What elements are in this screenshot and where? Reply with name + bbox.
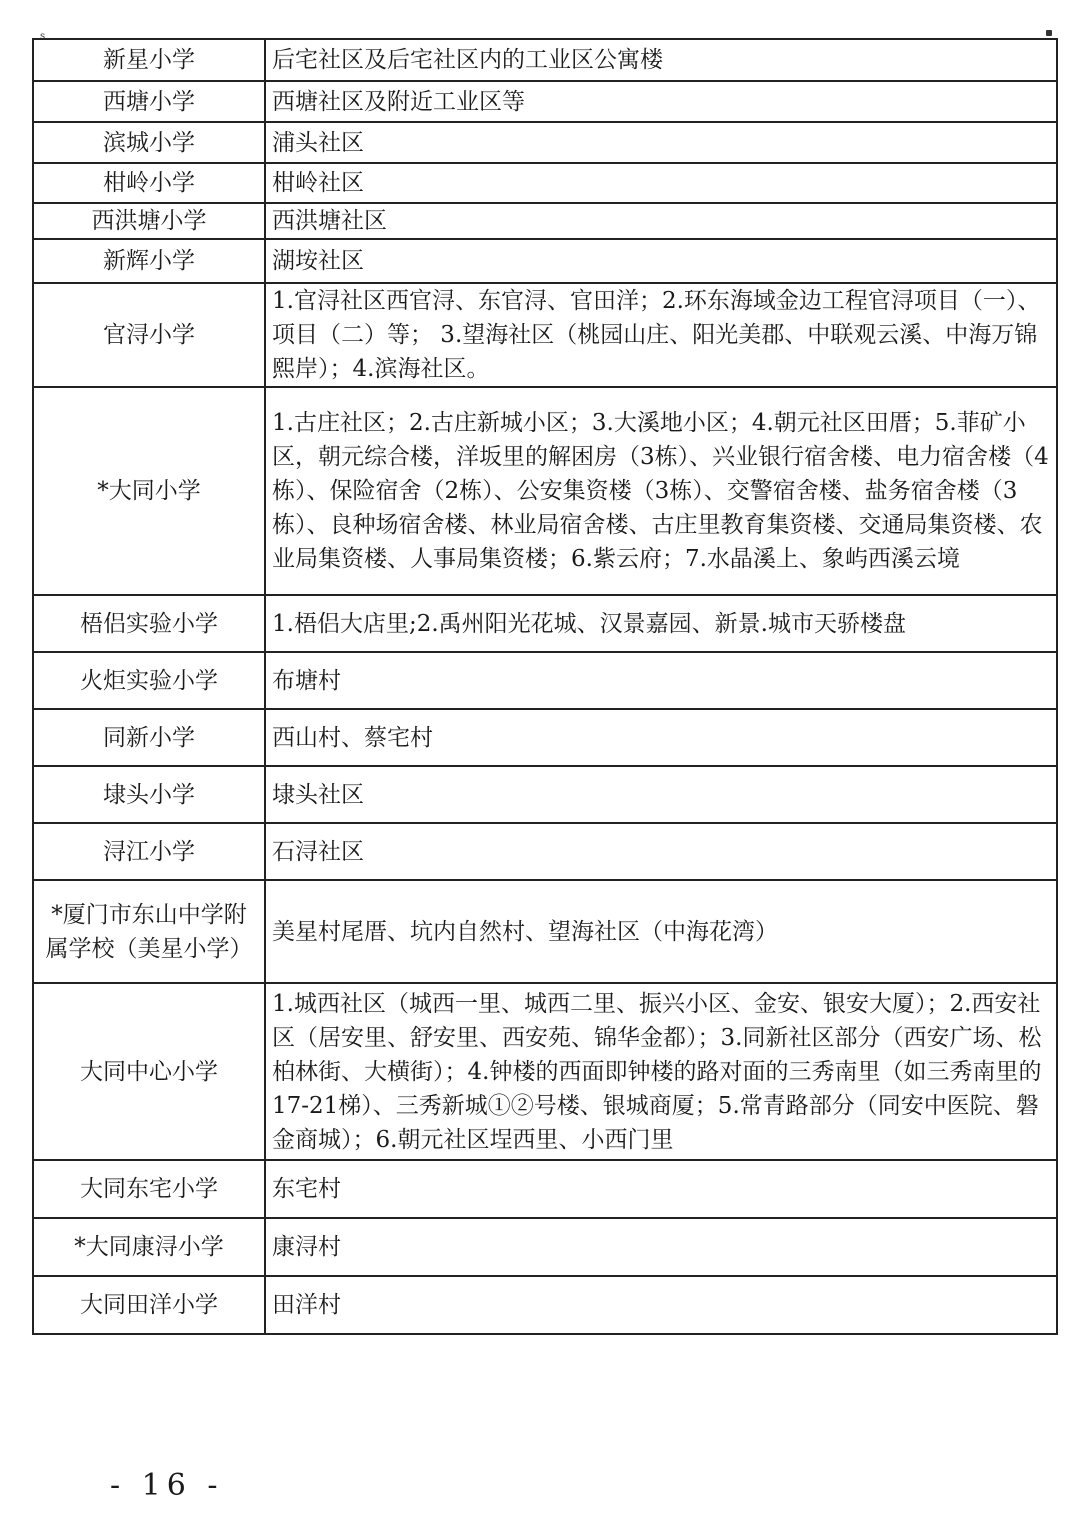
enrollment-area-cell: 埭头社区 xyxy=(265,766,1057,823)
table-row xyxy=(33,39,1057,81)
page-number: - 16 - xyxy=(110,1468,224,1503)
enrollment-area-cell: 石浔社区 xyxy=(265,823,1057,880)
school-name-cell: 新星小学 xyxy=(33,39,265,81)
enrollment-area-cell: 1.梧侣大店里;2.禹州阳光花城、汉景嘉园、新景.城市天骄楼盘 xyxy=(265,595,1057,652)
table-row xyxy=(33,595,1057,652)
enrollment-area-cell: 西洪塘社区 xyxy=(265,203,1057,239)
enrollment-area-cell: 布塘村 xyxy=(265,652,1057,709)
school-name-cell: 梧侣实验小学 xyxy=(33,595,265,652)
table-row xyxy=(33,652,1057,709)
enrollment-area-cell: 1.城西社区（城西一里、城西二里、振兴小区、金安、银安大厦）；2.西安社区（居安里、舒安里、西安苑、锦华金都）；3.同新社区部分（西安广场、松柏林街、大横街）；4.钟楼的西面即钟楼的路对面的三秀南里（如三秀南里的17-21梯）、三秀新城①②号楼、银城商厦；5.常青路部分（同安中医院、磐金商城）；6.朝元社区埕西里、小西门里 xyxy=(265,983,1057,1160)
school-name-cell: 埭头小学 xyxy=(33,766,265,823)
table-row xyxy=(33,709,1057,766)
school-zone-table-wrapper xyxy=(32,38,1058,1335)
table-row xyxy=(33,239,1057,283)
enrollment-area-cell: 美星村尾厝、坑内自然村、望海社区（中海花湾） xyxy=(265,880,1057,983)
table-row xyxy=(33,122,1057,163)
school-name-cell: 新辉小学 xyxy=(33,239,265,283)
school-name-cell: 柑岭小学 xyxy=(33,163,265,203)
table-row xyxy=(33,203,1057,239)
school-name-cell: 西塘小学 xyxy=(33,81,265,122)
scan-corner-dot xyxy=(1046,30,1052,36)
enrollment-area-cell: 浦头社区 xyxy=(265,122,1057,163)
scan-corner-mark: s xyxy=(40,31,46,42)
school-name-cell: 大同田洋小学 xyxy=(33,1276,265,1334)
enrollment-area-cell: 柑岭社区 xyxy=(265,163,1057,203)
school-name-cell: *大同小学 xyxy=(33,387,265,595)
table-row xyxy=(33,766,1057,823)
table-row xyxy=(33,1218,1057,1276)
enrollment-area-cell: 湖垵社区 xyxy=(265,239,1057,283)
school-name-cell: 滨城小学 xyxy=(33,122,265,163)
enrollment-area-cell: 后宅社区及后宅社区内的工业区公寓楼 xyxy=(265,39,1057,81)
school-name-cell: 大同中心小学 xyxy=(33,983,265,1160)
table-row xyxy=(33,387,1057,595)
table-row xyxy=(33,1160,1057,1218)
school-name-cell: 同新小学 xyxy=(33,709,265,766)
table-row xyxy=(33,823,1057,880)
enrollment-area-cell: 1.官浔社区西官浔、东官浔、官田洋；2.环东海域金边工程官浔项目（一）、项目（二）等； 3.望海社区（桃园山庄、阳光美郡、中联观云溪、中海万锦熙岸）；4.滨海社区。 xyxy=(265,283,1057,387)
table-row xyxy=(33,983,1057,1160)
school-name-cell: 官浔小学 xyxy=(33,283,265,387)
enrollment-area-cell: 1.古庄社区；2.古庄新城小区；3.大溪地小区；4.朝元社区田厝；5.菲矿小区，朝元综合楼，洋坂里的解困房（3栋）、兴业银行宿舍楼、电力宿舍楼（4栋）、保险宿舍（2栋）、公安集资楼（3栋）、交警宿舍楼、盐务宿舍楼（3栋）、良种场宿舍楼、林业局宿舍楼、古庄里教育集资楼、交通局集资楼、农业局集资楼、人事局集资楼；6.紫云府；7.水晶溪上、象屿西溪云境 xyxy=(265,387,1057,595)
table-row xyxy=(33,283,1057,387)
school-name-cell: *大同康浔小学 xyxy=(33,1218,265,1276)
enrollment-area-cell: 田洋村 xyxy=(265,1276,1057,1334)
school-name-cell: 大同东宅小学 xyxy=(33,1160,265,1218)
school-zone-table xyxy=(32,38,1058,1335)
table-row xyxy=(33,163,1057,203)
enrollment-area-cell: 西塘社区及附近工业区等 xyxy=(265,81,1057,122)
enrollment-area-cell: 西山村、蔡宅村 xyxy=(265,709,1057,766)
school-name-cell: 西洪塘小学 xyxy=(33,203,265,239)
school-name-cell: *厦门市东山中学附属学校（美星小学） xyxy=(33,880,265,983)
table-row xyxy=(33,1276,1057,1334)
school-name-cell: 火炬实验小学 xyxy=(33,652,265,709)
enrollment-area-cell: 康浔村 xyxy=(265,1218,1057,1276)
school-name-cell: 浔江小学 xyxy=(33,823,265,880)
table-row xyxy=(33,880,1057,983)
table-row xyxy=(33,81,1057,122)
enrollment-area-cell: 东宅村 xyxy=(265,1160,1057,1218)
